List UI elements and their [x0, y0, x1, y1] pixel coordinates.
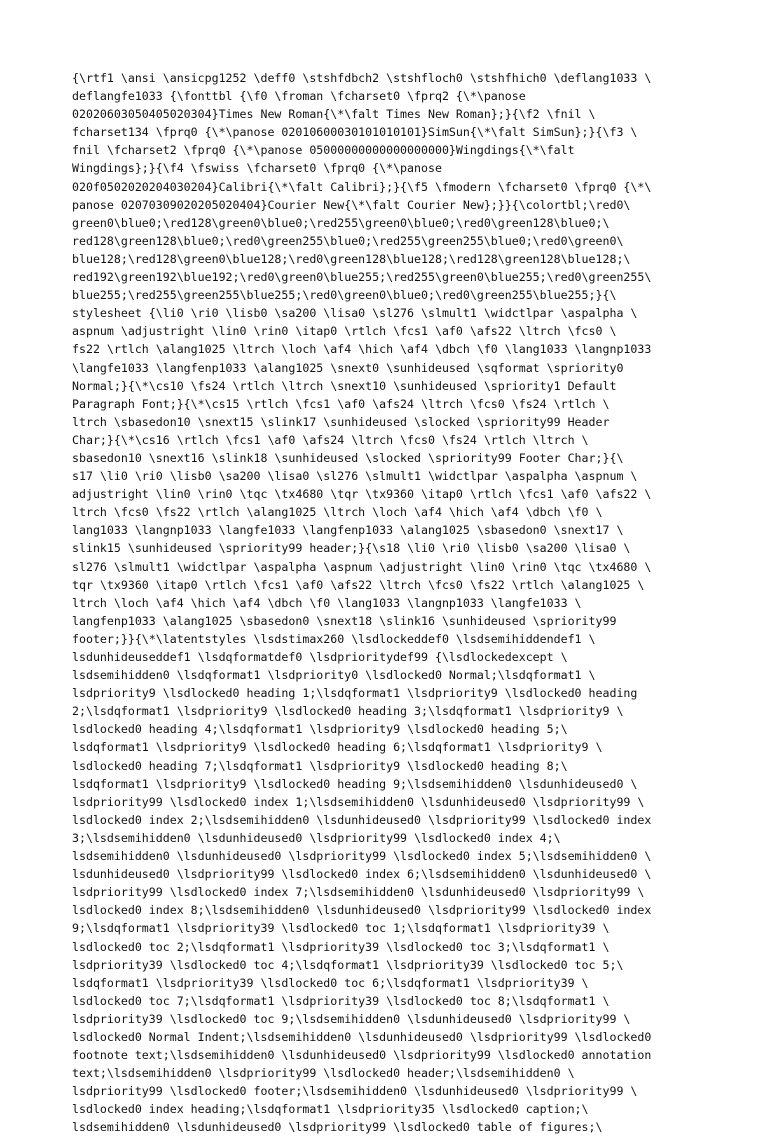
- rtf-text-line: lsdpriority99 \lsdlocked0 index 1;\lsdsemihidden0 \lsdunhideused0 \lsdpriority99 \: [72, 794, 645, 809]
- rtf-text-line: red192\green192\blue192;\red0\green0\blue255;\red255\green0\blue255;\red0\green255\: [72, 270, 652, 285]
- rtf-text-line: lsdpriority99 \lsdlocked0 index 7;\lsdsemihidden0 \lsdunhideused0 \lsdpriority99 \: [72, 885, 645, 900]
- rtf-text-line: 2;\lsdqformat1 \lsdpriority9 \lsdlocked0 heading 3;\lsdqformat1 \lsdpriority9 \: [72, 704, 624, 719]
- rtf-text-line: Wingdings};}{\f4 \fswiss \fcharset0 \fprq0 {\*\panose: [72, 161, 442, 176]
- rtf-text-line: fcharset134 \fprq0 {\*\panose 02010600030101010101}SimSun{\*\falt SimSun};}{\f3 \: [72, 125, 638, 140]
- rtf-text-line: lsdpriority99 \lsdlocked0 footer;\lsdsemihidden0 \lsdunhideused0 \lsdpriority99 \: [72, 1084, 638, 1099]
- rtf-text-line: lsdlocked0 index 8;\lsdsemihidden0 \lsdunhideused0 \lsdpriority99 \lsdlocked0 index: [72, 903, 652, 918]
- rtf-text-line: ltrch \loch \af4 \hich \af4 \dbch \f0 \lang1033 \langnp1033 \langfe1033 \: [72, 595, 582, 610]
- rtf-text-line: \langfe1033 \langfenp1033 \alang1025 \snext0 \sunhideused \sqformat \spriority0: [72, 360, 624, 375]
- rtf-text-line: sl276 \slmult1 \widctlpar \aspalpha \aspnum \adjustright \lin0 \rin0 \tqc \tx4680 \: [72, 559, 652, 574]
- rtf-text-line: lsdpriority39 \lsdlocked0 toc 9;\lsdsemihidden0 \lsdunhideused0 \lsdpriority99 \: [72, 1011, 631, 1026]
- rtf-text-line: lsdpriority39 \lsdlocked0 toc 4;\lsdqformat1 \lsdpriority39 \lsdlocked0 toc 5;\: [72, 957, 624, 972]
- rtf-text-line: 020f0502020204030204}Calibri{\*\falt Calibri};}{\f5 \fmodern \fcharset0 \fprq0 {\*\: [72, 179, 652, 194]
- rtf-text-line: lsdlocked0 toc 7;\lsdqformat1 \lsdpriority39 \lsdlocked0 toc 8;\lsdqformat1 \: [72, 993, 610, 1008]
- rtf-text-line: Normal;}{\*\cs10 \fs24 \rtlch \ltrch \snext10 \sunhideused \spriority1 Default: [72, 378, 617, 393]
- rtf-text-line: lsdsemihidden0 \lsdqformat1 \lsdpriority0 \lsdlocked0 Normal;\lsdqformat1 \: [72, 668, 596, 683]
- rtf-text-line: blue128;\red128\green0\blue128;\red0\green128\blue128;\red128\green128\blue128;\: [72, 251, 631, 266]
- rtf-text-line: lsdqformat1 \lsdpriority9 \lsdlocked0 heading 9;\lsdsemihidden0 \lsdunhideused0 \: [72, 776, 638, 791]
- rtf-text-line: lsdsemihidden0 \lsdunhideused0 \lsdpriority99 \lsdlocked0 table of figures;\: [72, 1120, 603, 1135]
- rtf-text-line: red128\green128\blue0;\red0\green255\blue0;\red255\green255\blue0;\red0\green0\: [72, 233, 624, 248]
- rtf-source-text: [72, 69, 712, 1137]
- rtf-text-line: Char;}{\*\cs16 \rtlch \fcs1 \af0 \afs24 \ltrch \fcs0 \fs24 \rtlch \ltrch \: [72, 432, 589, 447]
- rtf-text-line: slink15 \sunhideused \spriority99 header;}{\s18 \li0 \ri0 \lisb0 \sa200 \lisa0 \: [72, 541, 631, 556]
- rtf-text-line: footnote text;\lsdsemihidden0 \lsdunhideused0 \lsdpriority99 \lsdlocked0 annotation: [72, 1048, 652, 1063]
- rtf-text-line: 9;\lsdqformat1 \lsdpriority39 \lsdlocked0 toc 1;\lsdqformat1 \lsdpriority39 \: [72, 921, 610, 936]
- rtf-text-line: fs22 \rtlch \alang1025 \ltrch \loch \af4 \hich \af4 \dbch \f0 \lang1033 \langnp1033: [72, 342, 652, 357]
- rtf-text-line: 3;\lsdsemihidden0 \lsdunhideused0 \lsdpriority99 \lsdlocked0 index 4;\: [72, 830, 561, 845]
- rtf-text-line: {\rtf1 \ansi \ansicpg1252 \deff0 \stshfdbch2 \stshfloch0 \stshfhich0 \deflang1033 \: [72, 71, 652, 85]
- rtf-text-line: blue255;\red255\green255\blue255;\red0\green0\blue0;\red0\green255\blue255;}{\: [72, 288, 617, 303]
- rtf-text-line: sbasedon10 \snext16 \slink18 \sunhideused \slocked \spriority99 Footer Char;}{\: [72, 450, 624, 465]
- rtf-text-line: footer;}}{\*\latentstyles \lsdstimax260 \lsdlockeddef0 \lsdsemihiddendef1 \: [72, 631, 596, 646]
- rtf-text-line: lsdpriority9 \lsdlocked0 heading 1;\lsdqformat1 \lsdpriority9 \lsdlocked0 heading: [72, 686, 638, 701]
- rtf-text-line: langfenp1033 \alang1025 \sbasedon0 \snext18 \slink16 \sunhideused \spriority99: [72, 613, 617, 628]
- rtf-text-line: lang1033 \langnp1033 \langfe1033 \langfenp1033 \alang1025 \sbasedon0 \snext17 \: [72, 523, 624, 538]
- rtf-text-line: ltrch \sbasedon10 \snext15 \slink17 \sunhideused \slocked \spriority99 Header: [72, 414, 610, 429]
- rtf-text-line: lsdlocked0 index 2;\lsdsemihidden0 \lsdunhideused0 \lsdpriority99 \lsdlocked0 index: [72, 812, 652, 827]
- rtf-text-line: lsdunhideused0 \lsdpriority99 \lsdlocked0 index 6;\lsdsemihidden0 \lsdunhideused0 \: [72, 867, 652, 882]
- rtf-text-line: lsdlocked0 Normal Indent;\lsdsemihidden0 \lsdunhideused0 \lsdpriority99 \lsdlocked0: [72, 1029, 652, 1044]
- rtf-text-line: lsdlocked0 index heading;\lsdqformat1 \lsdpriority35 \lsdlocked0 caption;\: [72, 1102, 589, 1117]
- rtf-text-line: lsdlocked0 heading 7;\lsdqformat1 \lsdpriority9 \lsdlocked0 heading 8;\: [72, 758, 568, 773]
- rtf-text-line: lsdlocked0 toc 2;\lsdqformat1 \lsdpriority39 \lsdlocked0 toc 3;\lsdqformat1 \: [72, 939, 610, 954]
- rtf-text-line: stylesheet {\li0 \ri0 \lisb0 \sa200 \lisa0 \sl276 \slmult1 \widctlpar \aspalpha \: [72, 306, 638, 321]
- rtf-text-line: aspnum \adjustright \lin0 \rin0 \itap0 \rtlch \fcs1 \af0 \afs22 \ltrch \fcs0 \: [72, 324, 617, 339]
- rtf-text-line: adjustright \lin0 \rin0 \tqc \tx4680 \tqr \tx9360 \itap0 \rtlch \fcs1 \af0 \afs22 \: [72, 487, 652, 502]
- rtf-text-line: text;\lsdsemihidden0 \lsdpriority99 \lsdlocked0 header;\lsdsemihidden0 \: [72, 1066, 575, 1081]
- rtf-text-line: panose 02070309020205020404}Courier New{\*\falt Courier New};}}{\colortbl;\red0\: [72, 197, 631, 212]
- rtf-text-line: Paragraph Font;}{\*\cs15 \rtlch \fcs1 \af0 \afs24 \ltrch \fcs0 \fs24 \rtlch \: [72, 396, 610, 411]
- rtf-text-line: deflangfe1033 {\fonttbl {\f0 \froman \fcharset0 \fprq2 {\*\panose: [72, 89, 526, 104]
- rtf-text-line: tqr \tx9360 \itap0 \rtlch \fcs1 \af0 \afs22 \ltrch \fcs0 \fs22 \rtlch \alang1025 \: [72, 577, 645, 592]
- rtf-text-line: fnil \fcharset2 \fprq0 {\*\panose 05000000000000000000}Wingdings{\*\falt: [72, 143, 575, 158]
- rtf-text-line: lsdunhideuseddef1 \lsdqformatdef0 \lsdprioritydef99 {\lsdlockedexcept \: [72, 650, 568, 664]
- rtf-text-line: s17 \li0 \ri0 \lisb0 \sa200 \lisa0 \sl276 \slmult1 \widctlpar \aspalpha \aspnum \: [72, 469, 638, 484]
- rtf-text-line: lsdqformat1 \lsdpriority39 \lsdlocked0 toc 6;\lsdqformat1 \lsdpriority39 \: [72, 975, 589, 990]
- rtf-text-line: lsdsemihidden0 \lsdunhideused0 \lsdpriority99 \lsdlocked0 index 5;\lsdsemihidden0 \: [72, 849, 652, 864]
- rtf-text-line: 02020603050405020304}Times New Roman{\*\falt Times New Roman};}{\f2 \fnil \: [72, 107, 596, 122]
- rtf-text-line: ltrch \fcs0 \fs22 \rtlch \alang1025 \ltrch \loch \af4 \hich \af4 \dbch \f0 \: [72, 505, 603, 520]
- rtf-text-line: lsdqformat1 \lsdpriority9 \lsdlocked0 heading 6;\lsdqformat1 \lsdpriority9 \: [72, 740, 603, 755]
- rtf-text-line: green0\blue0;\red128\green0\blue0;\red255\green0\blue0;\red0\green128\blue0;\: [72, 215, 610, 230]
- rtf-text-line: lsdlocked0 heading 4;\lsdqformat1 \lsdpriority9 \lsdlocked0 heading 5;\: [72, 722, 568, 737]
